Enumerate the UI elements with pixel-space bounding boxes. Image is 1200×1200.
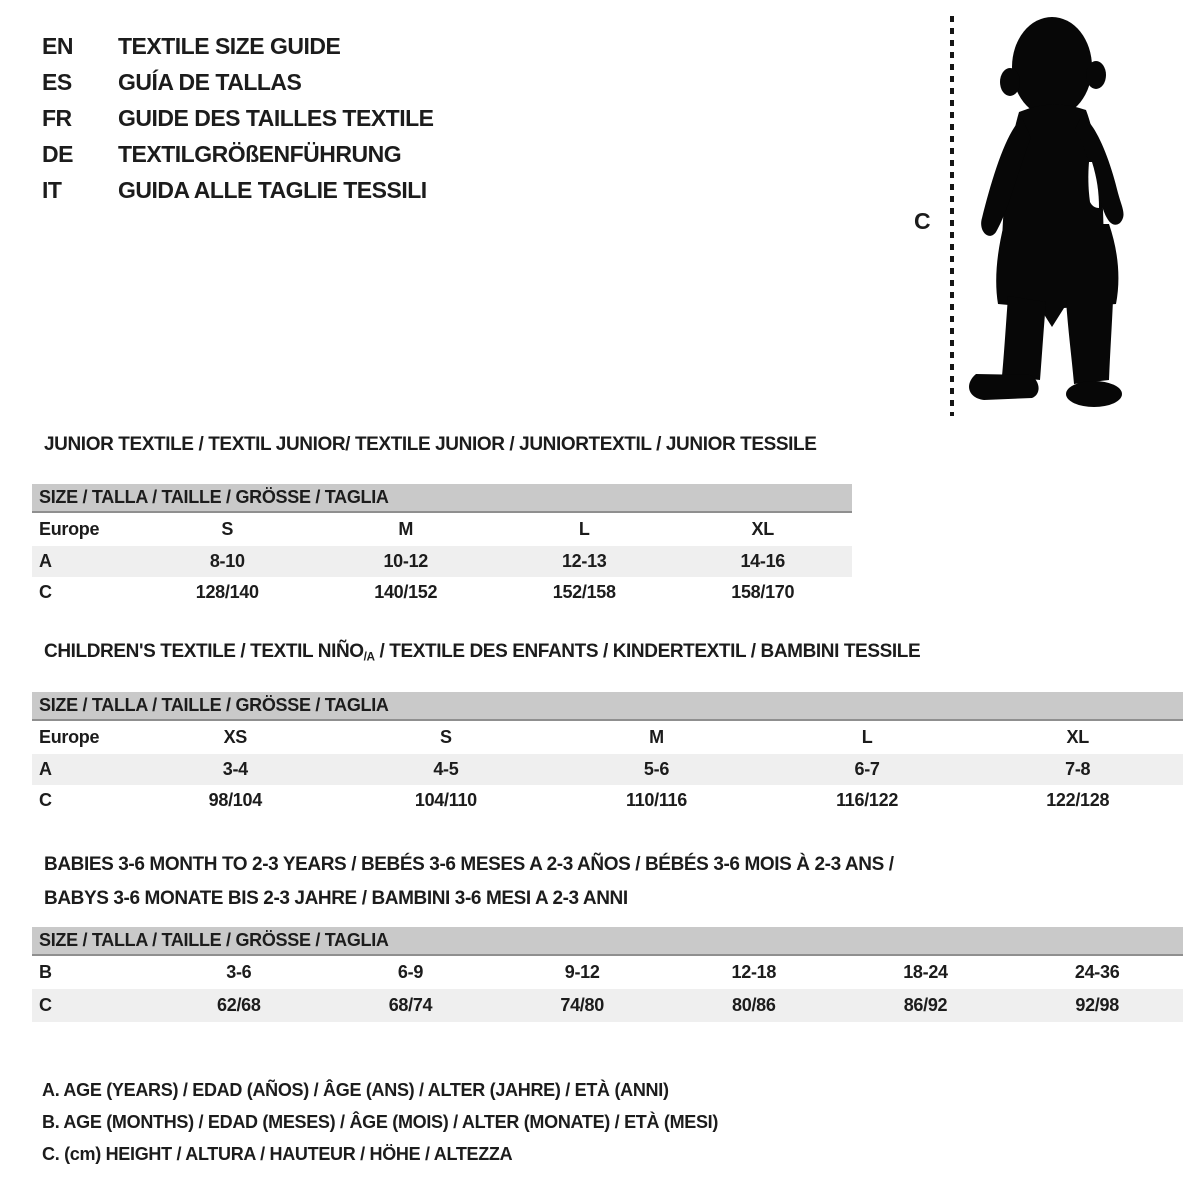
size-cell: 74/80 [560, 995, 604, 1015]
babies-title-line-1: BABIES 3-6 MONTH TO 2-3 YEARS / BEBÉS 3-6 MESES A 2-3 AÑOS / BÉBÉS 3-6 MOIS À 2-3 ANS / [44, 854, 894, 875]
size-cell: 14-16 [740, 551, 786, 571]
height-measure-dashed-line [950, 16, 954, 416]
lang-code: IT [42, 176, 62, 203]
babies-title-line-2: BABYS 3-6 MONATE BIS 2-3 JAHRE / BAMBINI 3-6 MESI A 2-3 ANNI [44, 888, 628, 909]
size-cell: 116/122 [836, 790, 899, 810]
row-label: B [39, 962, 52, 982]
babies-size-table [32, 927, 1183, 1022]
lang-label: GUIDE DES TAILLES TEXTILE [118, 104, 434, 131]
table-row-age [32, 546, 852, 577]
size-cell: M [398, 519, 414, 539]
size-cell: 4-5 [433, 759, 459, 779]
row-label: Europe [39, 727, 100, 747]
size-cell: 12-18 [731, 962, 777, 982]
legend-line-c: C. (cm) HEIGHT / ALTURA / HAUTEUR / HÖHE / ALTEZZA [42, 1144, 513, 1164]
size-cell: XL [751, 519, 774, 539]
lang-row-fr [42, 100, 434, 136]
lang-row-it [42, 172, 434, 208]
size-cell: S [440, 727, 452, 747]
lang-row-de [42, 136, 434, 172]
lang-label: GUÍA DE TALLAS [118, 68, 302, 95]
children-title-subscript: /A [363, 650, 375, 664]
size-header-bar: SIZE / TALLA / TAILLE / GRÖSSE / TAGLIA [32, 484, 852, 513]
row-label: C [39, 582, 52, 602]
language-list [42, 28, 434, 208]
lang-label: TEXTILGRÖßENFÜHRUNG [118, 140, 402, 167]
size-cell: XL [1066, 727, 1089, 747]
children-size-table [32, 692, 1183, 816]
table-row-age [32, 754, 1183, 785]
size-cell: 128/140 [195, 582, 259, 602]
size-cell: 12-13 [561, 551, 607, 571]
row-label: A [39, 759, 52, 779]
size-cell: 140/152 [374, 582, 438, 602]
size-cell: 9-12 [564, 962, 600, 982]
size-cell: L [578, 519, 590, 539]
size-cell: 122/128 [1046, 790, 1110, 810]
size-cell: 6-9 [397, 962, 424, 982]
lang-row-es [42, 64, 434, 100]
row-label: A [39, 551, 52, 571]
size-cell: L [861, 727, 873, 747]
lang-label: TEXTILE SIZE GUIDE [118, 32, 341, 59]
junior-size-table [32, 484, 852, 608]
size-cell: 3-6 [226, 962, 252, 982]
height-measure-label: C [914, 208, 931, 234]
table-row-height [32, 577, 852, 608]
children-section-title [44, 641, 920, 663]
lang-code: ES [42, 68, 72, 95]
size-cell: 10-12 [383, 551, 429, 571]
table-row-height [32, 785, 1183, 816]
size-cell: 18-24 [903, 962, 948, 982]
size-cell: 158/170 [731, 582, 795, 602]
lang-code: DE [42, 140, 73, 167]
size-cell: 86/92 [903, 995, 948, 1015]
size-cell: 8-10 [209, 551, 245, 571]
toddler-silhouette-icon [962, 12, 1138, 420]
legend-line-a: A. AGE (YEARS) / EDAD (AÑOS) / ÂGE (ANS) / ALTER (JAHRE) / ETÀ (ANNI) [42, 1080, 669, 1100]
table-row-europe [32, 513, 852, 546]
size-cell: 80/86 [732, 995, 776, 1015]
size-cell: 62/68 [217, 995, 261, 1015]
size-cell: XS [223, 727, 247, 747]
table-row-height [32, 989, 1183, 1022]
size-header-bar: SIZE / TALLA / TAILLE / GRÖSSE / TAGLIA [32, 692, 1183, 721]
legend-line-b: B. AGE (MONTHS) / EDAD (MESES) / ÂGE (MOIS) / ALTER (MONATE) / ETÀ (MESI) [42, 1112, 719, 1132]
size-cell: 152/158 [552, 582, 616, 602]
size-cell: 68/74 [388, 995, 433, 1015]
legend [42, 1074, 718, 1170]
children-title-post: / TEXTILE DES ENFANTS / KINDERTEXTIL / BAMBINI TESSILE [374, 641, 921, 662]
junior-section-title: JUNIOR TEXTILE / TEXTIL JUNIOR/ TEXTILE JUNIOR / JUNIORTEXTIL / JUNIOR TESSILE [44, 434, 817, 455]
size-header-bar: SIZE / TALLA / TAILLE / GRÖSSE / TAGLIA [32, 927, 1183, 956]
table-row-europe [32, 721, 1183, 754]
babies-section-title [44, 848, 894, 916]
size-cell: 24-36 [1074, 962, 1120, 982]
size-cell: 104/110 [414, 790, 477, 810]
size-cell: 5-6 [643, 759, 670, 779]
row-label: C [39, 995, 52, 1015]
size-cell: 110/116 [626, 790, 687, 810]
size-cell: 6-7 [854, 759, 880, 779]
lang-row-en [42, 28, 434, 64]
lang-code: FR [42, 104, 72, 131]
size-cell: 98/104 [208, 790, 262, 810]
row-label: C [39, 790, 52, 810]
row-label: Europe [39, 519, 100, 539]
children-title-pre: CHILDREN'S TEXTILE / TEXTIL NIÑO [44, 641, 364, 662]
size-cell: 3-4 [222, 759, 248, 779]
size-cell: 92/98 [1075, 995, 1119, 1015]
size-cell: 7-8 [1065, 759, 1091, 779]
lang-label: GUIDA ALLE TAGLIE TESSILI [118, 176, 427, 203]
size-cell: S [221, 519, 234, 539]
lang-code: EN [42, 32, 73, 59]
size-cell: M [649, 727, 664, 747]
table-row-age-months [32, 956, 1183, 989]
